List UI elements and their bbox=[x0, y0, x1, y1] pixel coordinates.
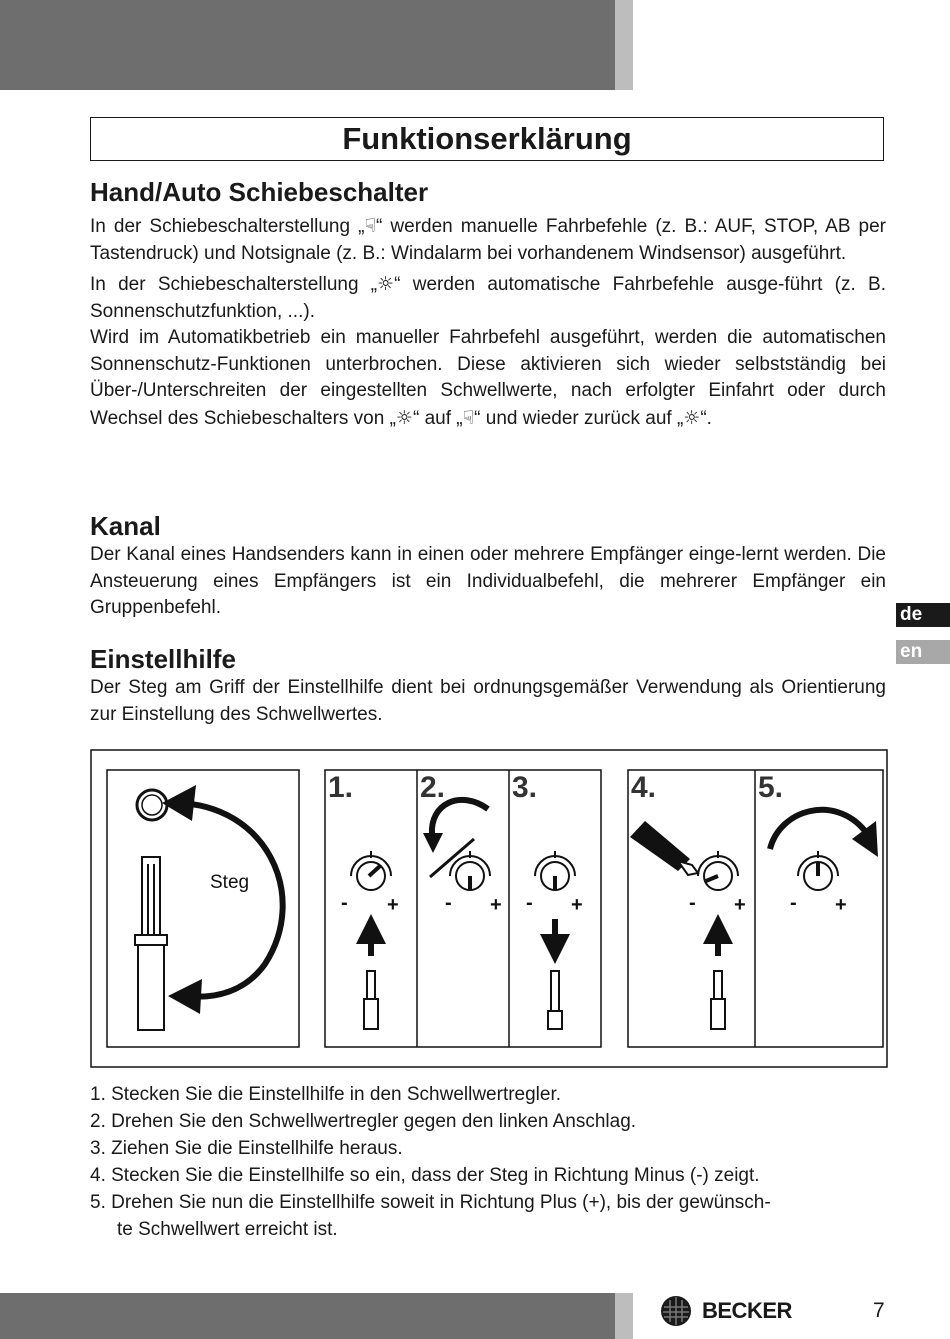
step-number: 4. bbox=[631, 771, 657, 804]
paragraph-auto-interrupt: Wird im Automatikbetrieb ein manueller Fahrbefehl ausgeführt, werden die automatischen Sonnenschutz-Funktionen unterbrochen. Diese aktivieren sich wieder selbstständig bei Über-/Unterschreiten der eingestellten Schwellwerte, nach erfolgter Einfahrt oder durch Wechsel des Schiebeschalters von „☼“ auf „☟“ und wieder zurück auf „☼“. bbox=[90, 327, 886, 429]
adjustment-tool-icon bbox=[548, 971, 562, 1029]
plus-sign: + bbox=[490, 894, 502, 916]
hand-icon: ☟ bbox=[364, 215, 377, 237]
steg-label: Steg bbox=[210, 872, 250, 893]
header-bar-accent bbox=[615, 0, 633, 90]
section-hand-auto bbox=[90, 176, 886, 432]
sun-icon: ☼ bbox=[377, 273, 395, 295]
hand-icon: ☟ bbox=[462, 406, 475, 429]
plus-sign: + bbox=[734, 894, 746, 916]
minus-sign: - bbox=[689, 892, 696, 914]
language-tab-en[interactable]: en bbox=[896, 640, 950, 664]
list-item: 4. Stecken Sie die Einstellhilfe so ein, dass der Steg in Richtung Minus (-) zeigt. bbox=[90, 1165, 760, 1186]
adjustment-tool-icon bbox=[364, 971, 378, 1029]
minus-sign: - bbox=[445, 892, 452, 914]
minus-sign: - bbox=[341, 892, 348, 914]
becker-logo-icon bbox=[660, 1295, 692, 1327]
paragraph-einstellhilfe: Der Steg am Griff der Einstellhilfe dient bei ordnungsgemäßer Verwendung als Orientierung zur Einstellung des Schwellwertes. bbox=[90, 677, 886, 725]
heading-einstellhilfe: Einstellhilfe bbox=[90, 644, 236, 674]
list-item: 1. Stecken Sie die Einstellhilfe in den Schwellwertregler. bbox=[90, 1084, 562, 1105]
becker-logo bbox=[660, 1293, 792, 1329]
paragraph-kanal: Der Kanal eines Handsenders kann in einen oder mehrere Empfänger einge-lernt werden. Die Ansteuerung eines Empfängers ist ein Individualbefehl, die mehrerer Empfänger ein Gruppenbefehl. bbox=[90, 544, 886, 618]
footer-bar-accent bbox=[615, 1293, 633, 1339]
header-bar bbox=[0, 0, 615, 90]
plus-sign: + bbox=[571, 894, 583, 916]
step-number: 2. bbox=[420, 771, 446, 804]
step-number: 5. bbox=[758, 771, 784, 804]
list-item: 5. Drehen Sie nun die Einstellhilfe soweit in Richtung Plus (+), bis der gewünsch- bbox=[90, 1192, 771, 1213]
minus-sign: - bbox=[790, 892, 797, 914]
sun-icon: ☼ bbox=[395, 406, 413, 429]
list-item: 2. Drehen Sie den Schwellwertregler gegen den linken Anschlag. bbox=[90, 1111, 637, 1132]
minus-sign: - bbox=[526, 892, 533, 914]
heading-hand-auto: Hand/Auto Schiebeschalter bbox=[90, 177, 429, 207]
page-title: Funktionserklärung bbox=[90, 117, 884, 161]
section-kanal bbox=[90, 510, 886, 622]
list-item: 3. Ziehen Sie die Einstellhilfe heraus. bbox=[90, 1138, 403, 1159]
sun-icon: ☼ bbox=[683, 406, 701, 429]
steps-list bbox=[90, 1081, 890, 1243]
step-number: 1. bbox=[328, 771, 354, 804]
adjustment-tool-icon bbox=[711, 971, 725, 1029]
brand-name: BECKER bbox=[702, 1298, 792, 1323]
step-number: 3. bbox=[512, 771, 538, 804]
heading-kanal: Kanal bbox=[90, 511, 161, 541]
page-number: 7 bbox=[873, 1299, 885, 1322]
adjustment-figure bbox=[90, 749, 888, 1068]
language-tab-de[interactable]: de bbox=[896, 603, 950, 627]
plus-sign: + bbox=[387, 894, 399, 916]
list-item: te Schwellwert erreicht ist. bbox=[117, 1219, 338, 1240]
plus-sign: + bbox=[835, 894, 847, 916]
paragraph-auto: In der Schiebeschalterstellung „☼“ werden automatische Fahrbefehle ausge-führt (z. B. Sonnenschutzfunktion, ...). bbox=[90, 273, 886, 322]
paragraph-manual: In der Schiebeschalterstellung „☟“ werden manuelle Fahrbefehle (z. B.: AUF, STOP, AB per Tastendruck) und Notsignale (z. B.: Windalarm bei vorhandenem Windsensor) ausgeführt. bbox=[90, 215, 887, 264]
section-einstellhilfe bbox=[90, 643, 886, 728]
footer-bar bbox=[0, 1293, 615, 1339]
